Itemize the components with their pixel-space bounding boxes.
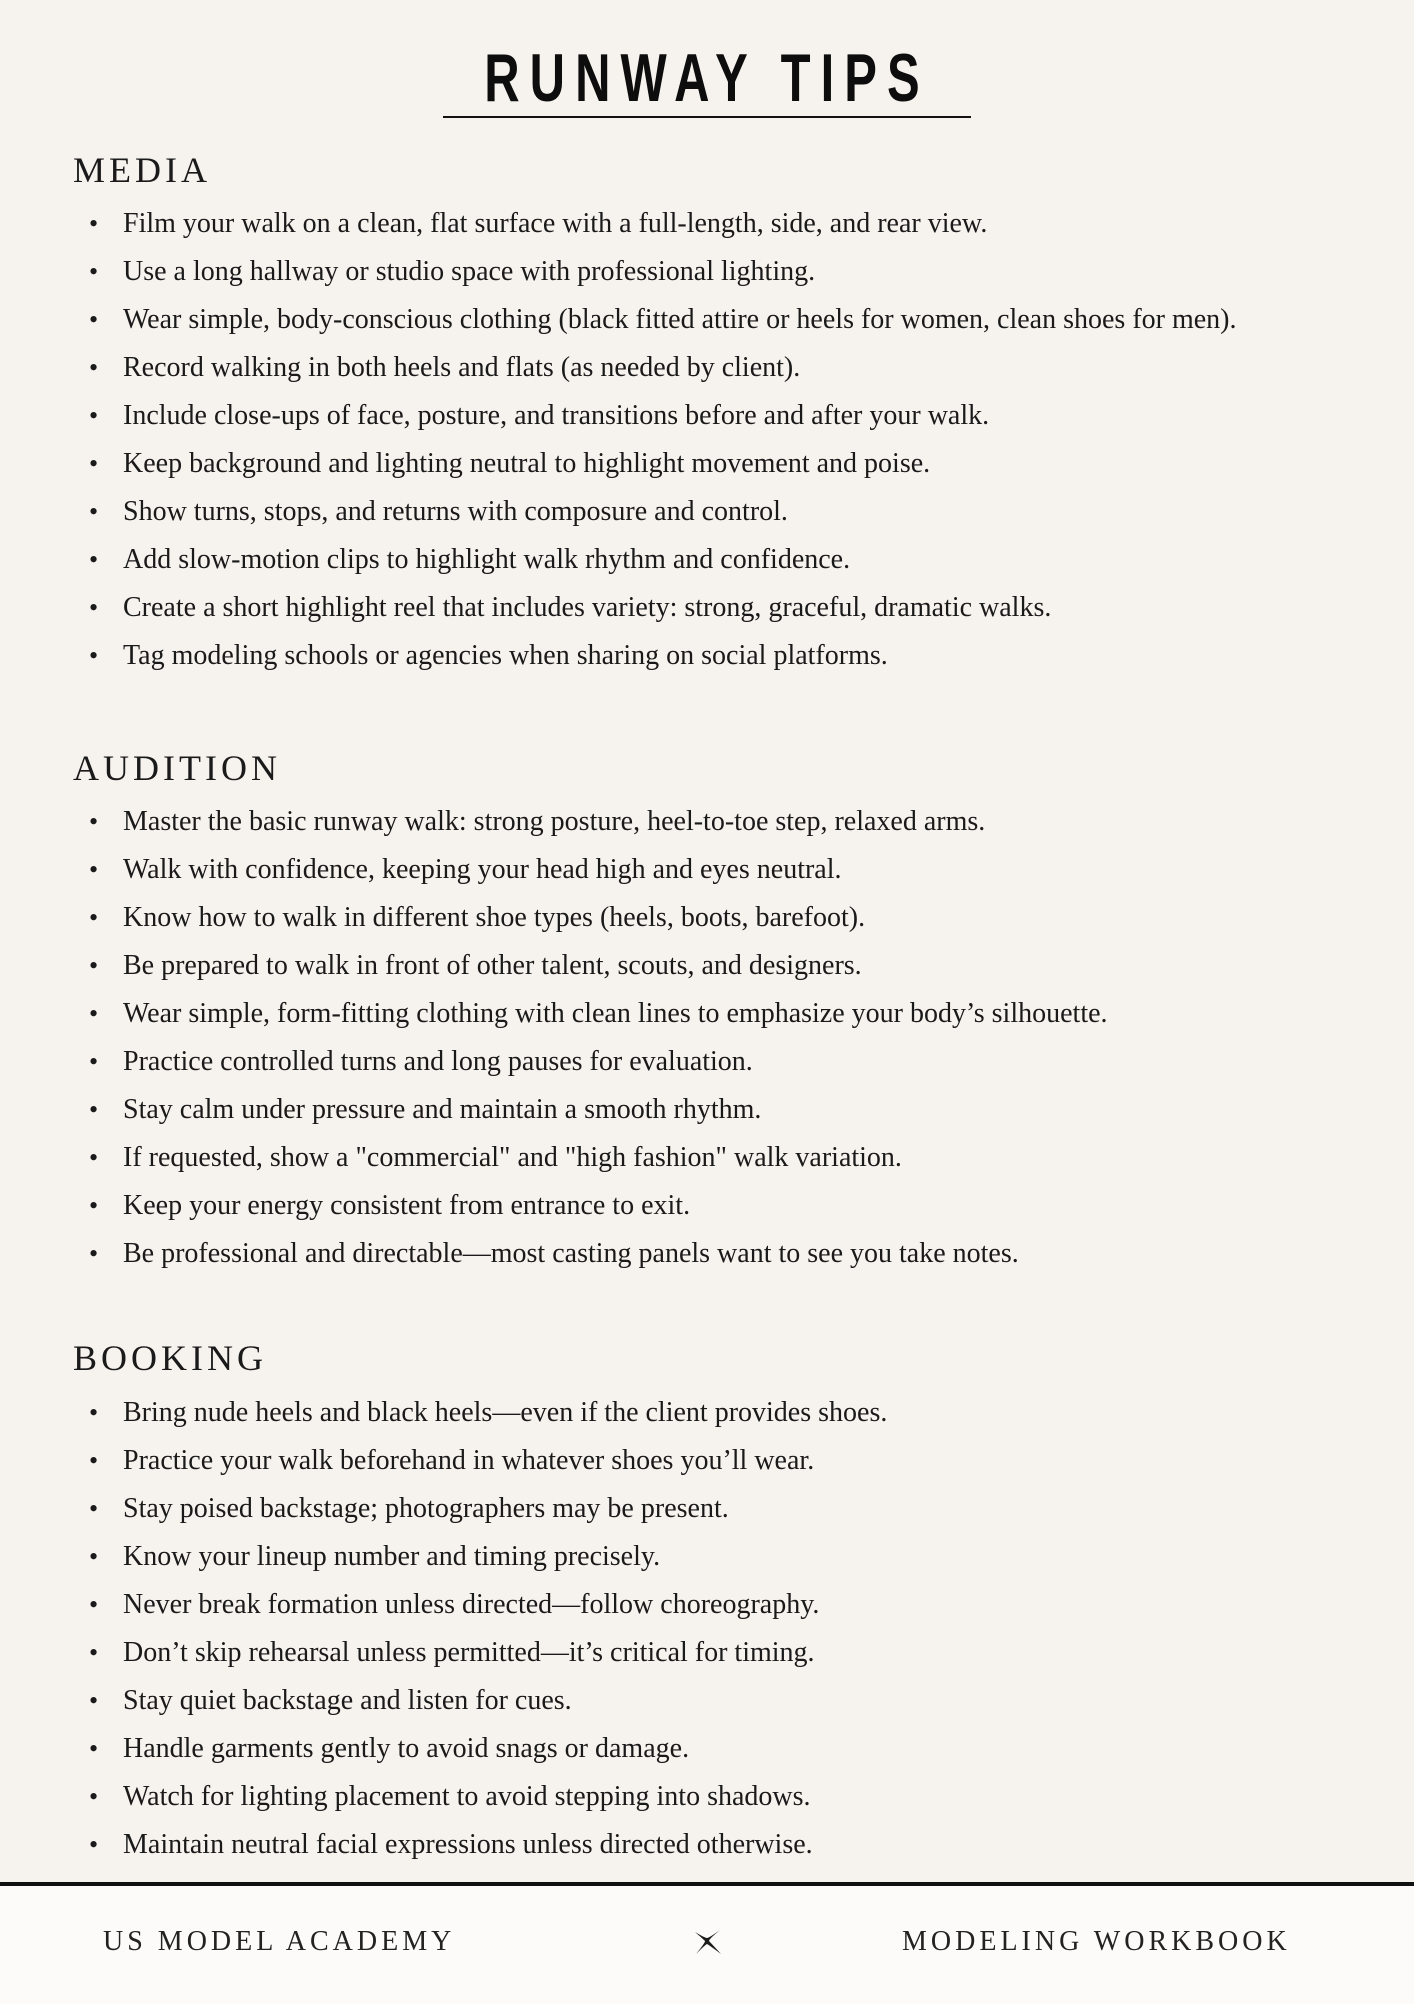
page-title: RUNWAY TIPS	[484, 40, 930, 116]
list-item: • Show turns, stops, and returns with composure and control.	[123, 488, 1414, 536]
list-item: • Stay quiet backstage and listen for cues.	[123, 1677, 1414, 1725]
list-item: • If requested, show a "commercial" and "high fashion" walk variation.	[123, 1134, 1414, 1182]
list-item: • Use a long hallway or studio space with professional lighting.	[123, 248, 1414, 296]
list-item: • Be professional and directable—most casting panels want to see you take notes.	[123, 1230, 1414, 1278]
footer-workbook-label: MODELING WORKBOOK	[902, 1926, 1291, 1957]
media-tips-list	[73, 200, 1414, 680]
list-item: • Keep your energy consistent from entrance to exit.	[123, 1182, 1414, 1230]
list-item: • Maintain neutral facial expressions unless directed otherwise.	[123, 1821, 1414, 1869]
list-item: • Wear simple, form-fitting clothing with clean lines to emphasize your body’s silhouette.	[123, 990, 1414, 1038]
list-item: • Master the basic runway walk: strong posture, heel-to-toe step, relaxed arms.	[123, 798, 1414, 846]
list-item: • Practice controlled turns and long pauses for evaluation.	[123, 1038, 1414, 1086]
list-item: • Film your walk on a clean, flat surface with a full-length, side, and rear view.	[123, 200, 1414, 248]
list-item: • Know how to walk in different shoe types (heels, boots, barefoot).	[123, 894, 1414, 942]
list-item: • Stay poised backstage; photographers may be present.	[123, 1485, 1414, 1533]
list-item: • Don’t skip rehearsal unless permitted—it’s critical for timing.	[123, 1629, 1414, 1677]
audition-tips-list	[73, 798, 1414, 1278]
list-item: • Be prepared to walk in front of other talent, scouts, and designers.	[123, 942, 1414, 990]
list-item: • Know your lineup number and timing precisely.	[123, 1533, 1414, 1581]
section-heading-booking: BOOKING	[73, 1338, 267, 1378]
list-item: • Record walking in both heels and flats (as needed by client).	[123, 344, 1414, 392]
sparkle-star-icon	[692, 1926, 724, 1958]
list-item: • Stay calm under pressure and maintain a smooth rhythm.	[123, 1086, 1414, 1134]
section-heading-audition: AUDITION	[73, 748, 281, 788]
list-item: • Watch for lighting placement to avoid stepping into shadows.	[123, 1773, 1414, 1821]
list-item: • Walk with confidence, keeping your head high and eyes neutral.	[123, 846, 1414, 894]
booking-tips-list	[73, 1389, 1414, 1869]
footer-brand: US MODEL ACADEMY	[103, 1926, 456, 1957]
list-item: • Handle garments gently to avoid snags or damage.	[123, 1725, 1414, 1773]
list-item: • Create a short highlight reel that includes variety: strong, graceful, dramatic walks.	[123, 584, 1414, 632]
list-item: • Bring nude heels and black heels—even if the client provides shoes.	[123, 1389, 1414, 1437]
list-item: • Add slow-motion clips to highlight walk rhythm and confidence.	[123, 536, 1414, 584]
title-underline	[443, 116, 971, 118]
list-item: • Keep background and lighting neutral to highlight movement and poise.	[123, 440, 1414, 488]
footer	[0, 1882, 1414, 2004]
section-heading-media: MEDIA	[73, 150, 211, 190]
list-item: • Tag modeling schools or agencies when sharing on social platforms.	[123, 632, 1414, 680]
list-item: • Never break formation unless directed—follow choreography.	[123, 1581, 1414, 1629]
list-item: • Include close-ups of face, posture, and transitions before and after your walk.	[123, 392, 1414, 440]
list-item: • Practice your walk beforehand in whatever shoes you’ll wear.	[123, 1437, 1414, 1485]
list-item: • Wear simple, body-conscious clothing (black fitted attire or heels for women, clean shoes for men).	[123, 296, 1414, 344]
